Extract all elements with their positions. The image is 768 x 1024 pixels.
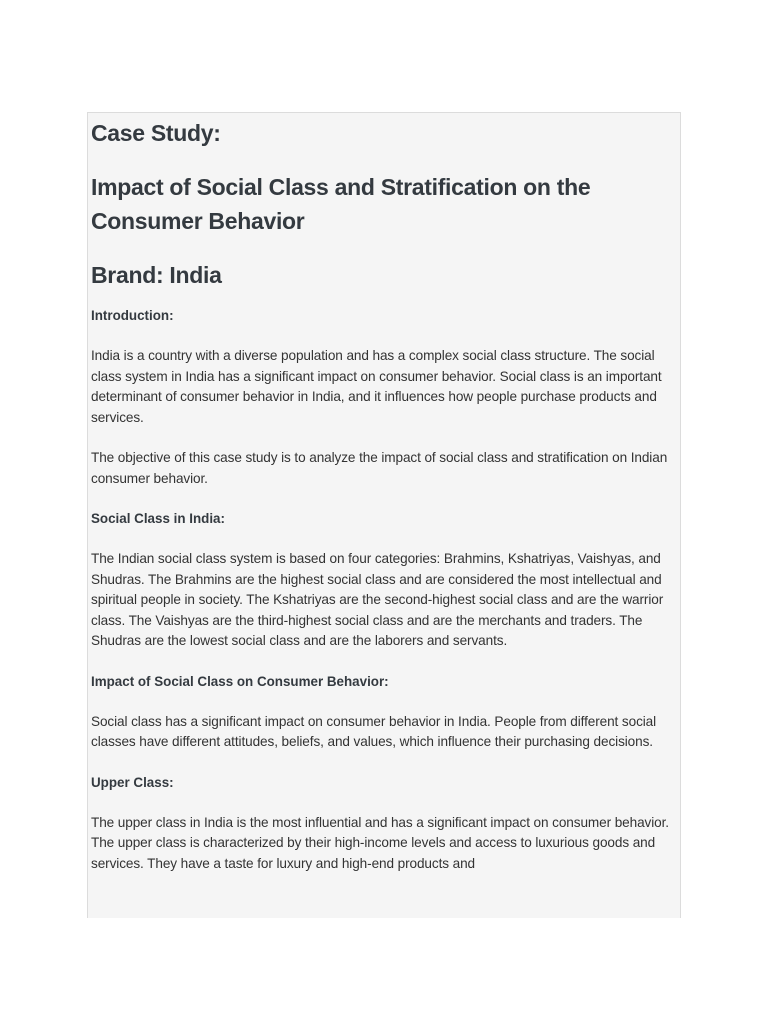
introduction-paragraph-1: India is a country with a diverse population and has a complex social class structure. The social class system in India has a significant impact on consumer behavior. Social class is an important determinant of consumer behavior in India, and it influences how people purchase products and services. <box>91 348 662 425</box>
social-class-heading: Social Class in India: <box>91 511 225 526</box>
document-page <box>87 112 681 918</box>
case-study-heading: Case Study: <box>91 120 221 146</box>
document-content <box>91 113 675 874</box>
impact-paragraph: Social class has a significant impact on consumer behavior in India. People from different social classes have different attitudes, beliefs, and values, which influence their purchasing decisions. <box>91 713 657 749</box>
upper-class-paragraph: The upper class in India is the most influential and has a significant impact on consumer behavior. The upper class is characterized by their high-income levels and access to luxurious goods and services. They have a taste for luxury and high-end products and <box>91 814 669 871</box>
introduction-heading: Introduction: <box>91 308 174 323</box>
upper-class-heading: Upper Class: <box>91 774 174 790</box>
brand-heading: Brand: India <box>91 262 222 288</box>
document-title: Impact of Social Class and Stratification on the Consumer Behavior <box>91 174 591 234</box>
impact-heading: Impact of Social Class on Consumer Behavior: <box>91 673 389 689</box>
introduction-paragraph-2: The objective of this case study is to analyze the impact of social class and stratification on Indian consumer behavior. <box>91 450 668 486</box>
social-class-paragraph: The Indian social class system is based on four categories: Brahmins, Kshatriyas, Vaishyas, and Shudras. The Brahmins are the highest social class and are considered the most intellectual and spiritual people in society. The Kshatriyas are the second-highest social class and are the warrior class. The Vaishyas are the third-highest social class and are the merchants and traders. The Shudras are the lowest social class and are the laborers and servants. <box>91 551 664 648</box>
